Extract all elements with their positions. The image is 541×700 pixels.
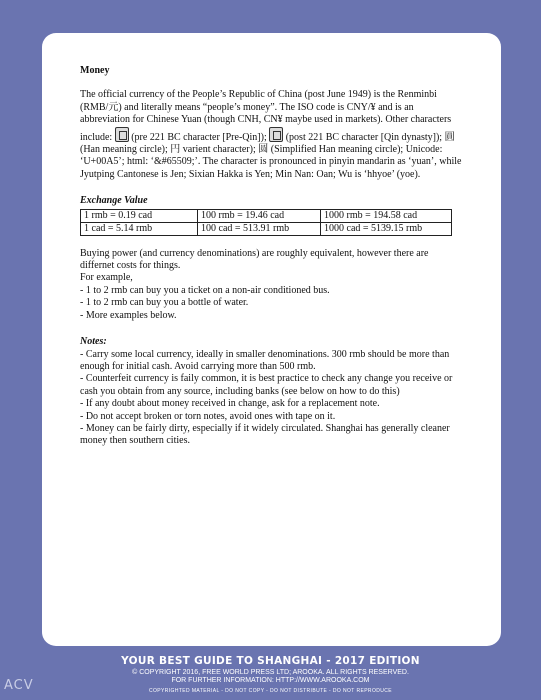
- intro-paragraph: [80, 89, 465, 181]
- qin-character-icon: [269, 127, 283, 142]
- list-item: - Carry some local currency, ideally in smaller denominations. 300 rmb should be more than enough for initial cash. Avoid carrying more than 500 rmb.: [80, 348, 450, 372]
- example-label: For example,: [80, 272, 133, 284]
- content: [80, 65, 465, 448]
- info-line: FOR FURTHER INFORMATION: HTTP://WWW.AROOKA.COM: [171, 677, 370, 684]
- exchange-table: [80, 209, 452, 236]
- list-item: - If any doubt about money received in change, ask for a replacement note.: [80, 398, 380, 410]
- page-card: [42, 33, 501, 646]
- intro-text-1: The official currency of the People’s Republic of China (post June 1949) is the Renminbi (RMB/元) and literally means “people’s money”. The ISO code is CNY/¥ and is an abbreviation for Chinese Yuan (though CNH, CN¥ maybe used in markets). Other characters include:: [80, 89, 452, 143]
- table-cell: 1 rmb = 0.19 cad: [81, 209, 198, 222]
- list-item: - More examples below.: [80, 309, 177, 321]
- footer-warning: COPYRIGHTED MATERIAL - DO NOT COPY - DO NOT DISTRIBUTE - DO NOT REPRODUCE: [148, 688, 392, 694]
- table-cell: 100 cad = 513.91 rmb: [198, 222, 321, 235]
- footer-title: YOUR BEST GUIDE TO SHANGHAI - 2017 EDITION: [121, 655, 420, 667]
- intro-text-3: (post 221 BC character [Qin dynasty]); 圓 (Han meaning circle); 円 varient character); 圆 (Simplified Han meaning circle); Unicode: ‘U+00A5’; html: ‘&#65509;’. The character is pronounced in pinyin mandarin as ‘yuan’, while Jyutping Cantonese is Jen; Sixian Hakka is Yen; Min Nan: Oan; Wu is ‘hhyoe’ (yoe).: [80, 131, 462, 180]
- list-item: - Counterfeit currency is faily common, it is best practice to check any change you receive or cash you obtain from any source, including banks (see below on how to do this): [80, 373, 453, 397]
- intro-text-2: (pre 221 BC character [Pre-Qin]);: [128, 131, 270, 143]
- pre-qin-character-icon: [115, 127, 129, 142]
- exchange-heading: Exchange Value: [80, 195, 148, 207]
- copyright-line: © COPYRIGHT 2016, FREE WORLD PRESS LTD; AROOKA. ALL RIGHTS RESERVED.: [132, 669, 409, 676]
- table-cell: 1000 cad = 5139.15 rmb: [321, 222, 452, 235]
- list-item: - 1 to 2 rmb can buy you a bottle of water.: [80, 297, 249, 309]
- table-cell: 1 cad = 5.14 rmb: [81, 222, 198, 235]
- table-row: [81, 209, 452, 222]
- buying-paragraph: Buying power (and currency denominations) are roughly equivalent, however there are differnet costs for things.: [80, 247, 429, 272]
- list-item: - Do not accept broken or torn notes, avoid ones with tape on it.: [80, 410, 336, 422]
- table-cell: 100 rmb = 19.46 cad: [198, 209, 321, 222]
- section-title: Money: [80, 65, 110, 76]
- corner-watermark: ACV: [4, 678, 34, 693]
- list-item: - Money can be fairly dirty, especially if it widely circulated. Shanghai has generally cleaner money then southern cities.: [80, 422, 450, 447]
- notes-heading: Notes:: [80, 336, 107, 348]
- table-cell: 1000 rmb = 194.58 cad: [321, 209, 452, 222]
- footer-copyright: [0, 669, 541, 685]
- list-item: - 1 to 2 rmb can buy you a ticket on a non-air conditioned bus.: [80, 284, 330, 296]
- table-row: [81, 222, 452, 235]
